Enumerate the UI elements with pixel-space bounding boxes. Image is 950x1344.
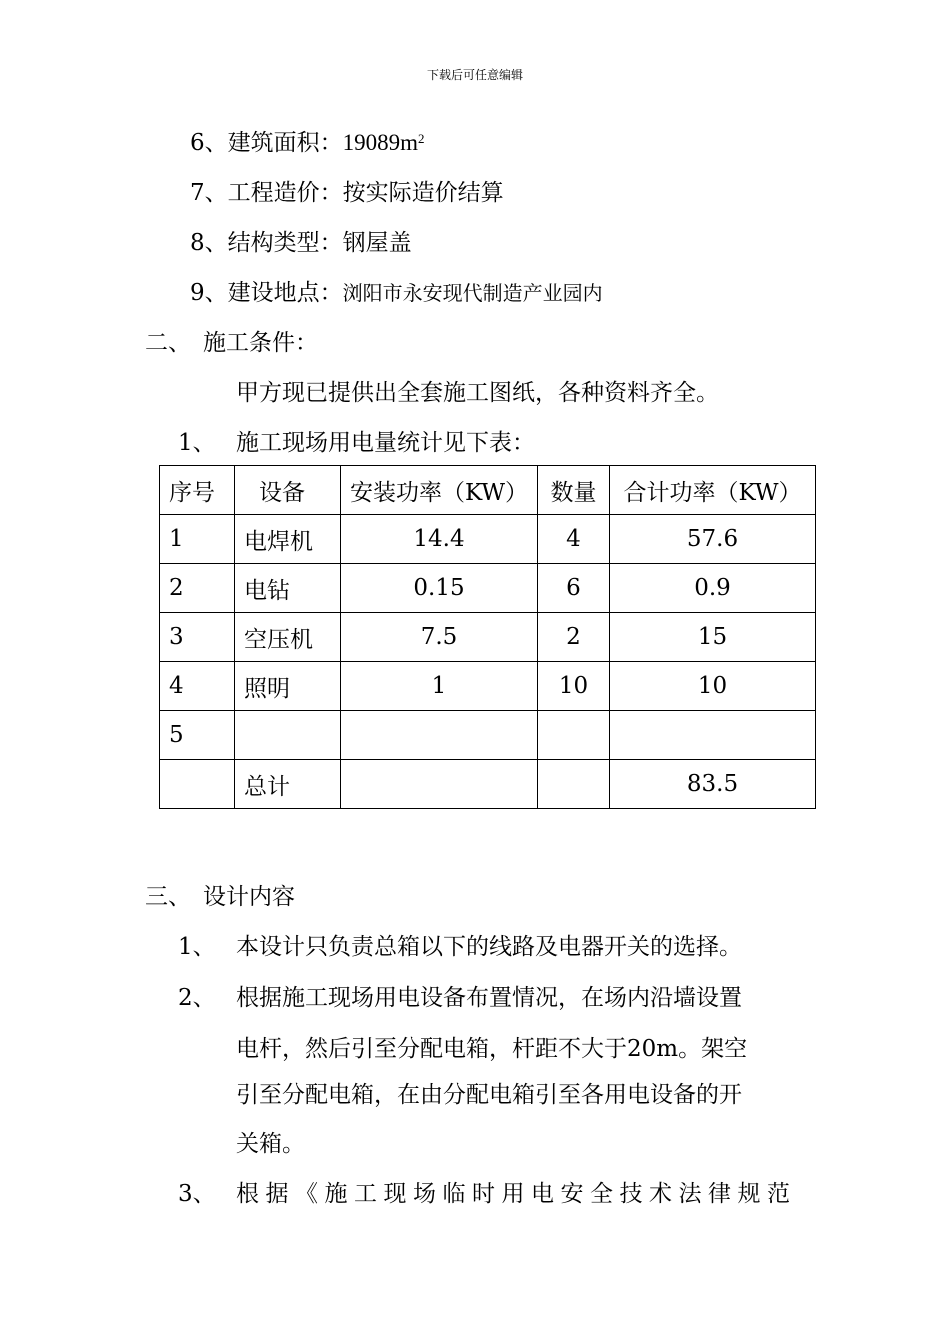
section2-heading <box>145 328 318 358</box>
table-cell <box>341 760 538 809</box>
table-row <box>160 564 816 613</box>
overview-item-label: 建筑面积： <box>227 130 343 156</box>
table-cell: 电钻 <box>235 564 341 613</box>
section3-item-text: 电杆，然后引至分配电箱，杆距不大于20m。架空 <box>236 1036 748 1062</box>
section3-item-number: 3、 <box>178 1181 216 1207</box>
table-cell: 2 <box>538 613 610 662</box>
table-cell: 总计 <box>235 760 341 809</box>
table-cell: 4 <box>538 515 610 564</box>
table-row <box>160 613 816 662</box>
overview-item-label: 建设地点： <box>227 280 343 306</box>
header-note: 下载后可任意编辑 <box>426 68 523 82</box>
power-table <box>159 465 816 809</box>
table-cell: 7.5 <box>341 613 538 662</box>
table-cell: 15 <box>610 613 816 662</box>
table-cell: 5 <box>160 711 235 760</box>
table-cell: 0.15 <box>341 564 538 613</box>
item-number: 1、 <box>178 430 216 456</box>
overview-item-cost <box>190 178 504 208</box>
section3-item-text: 引至分配电箱，在由分配电箱引至各用电设备的开 <box>236 1082 742 1108</box>
section2-item <box>178 428 535 458</box>
table-header-cell: 数量 <box>538 466 610 515</box>
table-cell: 10 <box>538 662 610 711</box>
overview-item-structure <box>190 228 412 258</box>
table-cell <box>341 711 538 760</box>
overview-item-label: 结构类型： <box>227 230 343 256</box>
section-title: 设计内容 <box>203 884 295 910</box>
table-cell: 14.4 <box>341 515 538 564</box>
table-row <box>160 711 816 760</box>
table-cell: 6 <box>538 564 610 613</box>
table-cell <box>160 760 235 809</box>
table-header-cell: 设备 <box>235 466 341 515</box>
section-title: 施工条件： <box>203 330 318 356</box>
section3-item-number: 2、 <box>178 985 216 1011</box>
section-number: 二、 <box>145 330 191 356</box>
table-cell <box>235 711 341 760</box>
section-number: 三、 <box>145 884 191 910</box>
overview-item-value: 按实际造价结算 <box>342 180 504 206</box>
section3-item-text: 关箱。 <box>236 1131 305 1157</box>
table-cell <box>538 760 610 809</box>
item-text: 施工现场用电量统计见下表： <box>236 430 535 456</box>
table-cell: 1 <box>160 515 235 564</box>
table-total-row <box>160 760 816 809</box>
table-cell: 0.9 <box>610 564 816 613</box>
overview-item-superscript: 2 <box>418 131 425 146</box>
table-cell: 3 <box>160 613 235 662</box>
section2-paragraph: 甲方现已提供出全套施工图纸，各种资料齐全。 <box>236 380 719 406</box>
table-header-cell: 合计功率（KW） <box>610 466 816 515</box>
table-cell: 57.6 <box>610 515 816 564</box>
section3-item-text: 本设计只负责总箱以下的线路及电器开关的选择。 <box>236 934 742 960</box>
table-cell <box>538 711 610 760</box>
overview-item-value: 钢屋盖 <box>342 230 412 256</box>
table-cell: 10 <box>610 662 816 711</box>
table-header-row <box>160 466 816 515</box>
overview-item-number: 8、 <box>190 230 228 256</box>
table-cell: 照明 <box>235 662 341 711</box>
section3-item-text: 根据《施工现场临时用电安全技术法律规范 <box>236 1181 797 1207</box>
table-header-cell: 序号 <box>160 466 235 515</box>
table-header-cell: 安装功率（KW） <box>341 466 538 515</box>
overview-item-value: 19089m <box>342 130 419 155</box>
table-cell: 4 <box>160 662 235 711</box>
table-row <box>160 515 816 564</box>
overview-item-number: 7、 <box>190 180 228 206</box>
overview-item-value: 浏阳市永安现代制造产业园内 <box>342 281 603 305</box>
section3-item-number: 1、 <box>178 934 216 960</box>
table-cell: 电焊机 <box>235 515 341 564</box>
table-cell: 空压机 <box>235 613 341 662</box>
section3-heading <box>145 882 295 912</box>
table-cell: 2 <box>160 564 235 613</box>
overview-item-number: 6、 <box>190 130 228 156</box>
table-cell <box>610 711 816 760</box>
overview-item-number: 9、 <box>190 280 228 306</box>
table-cell: 83.5 <box>610 760 816 809</box>
overview-item-location <box>190 278 603 308</box>
table-row <box>160 662 816 711</box>
overview-item-label: 工程造价： <box>227 180 343 206</box>
table-cell: 1 <box>341 662 538 711</box>
overview-item-area <box>190 128 425 158</box>
section3-item-text: 根据施工现场用电设备布置情况，在场内沿墙设置 <box>236 985 742 1011</box>
